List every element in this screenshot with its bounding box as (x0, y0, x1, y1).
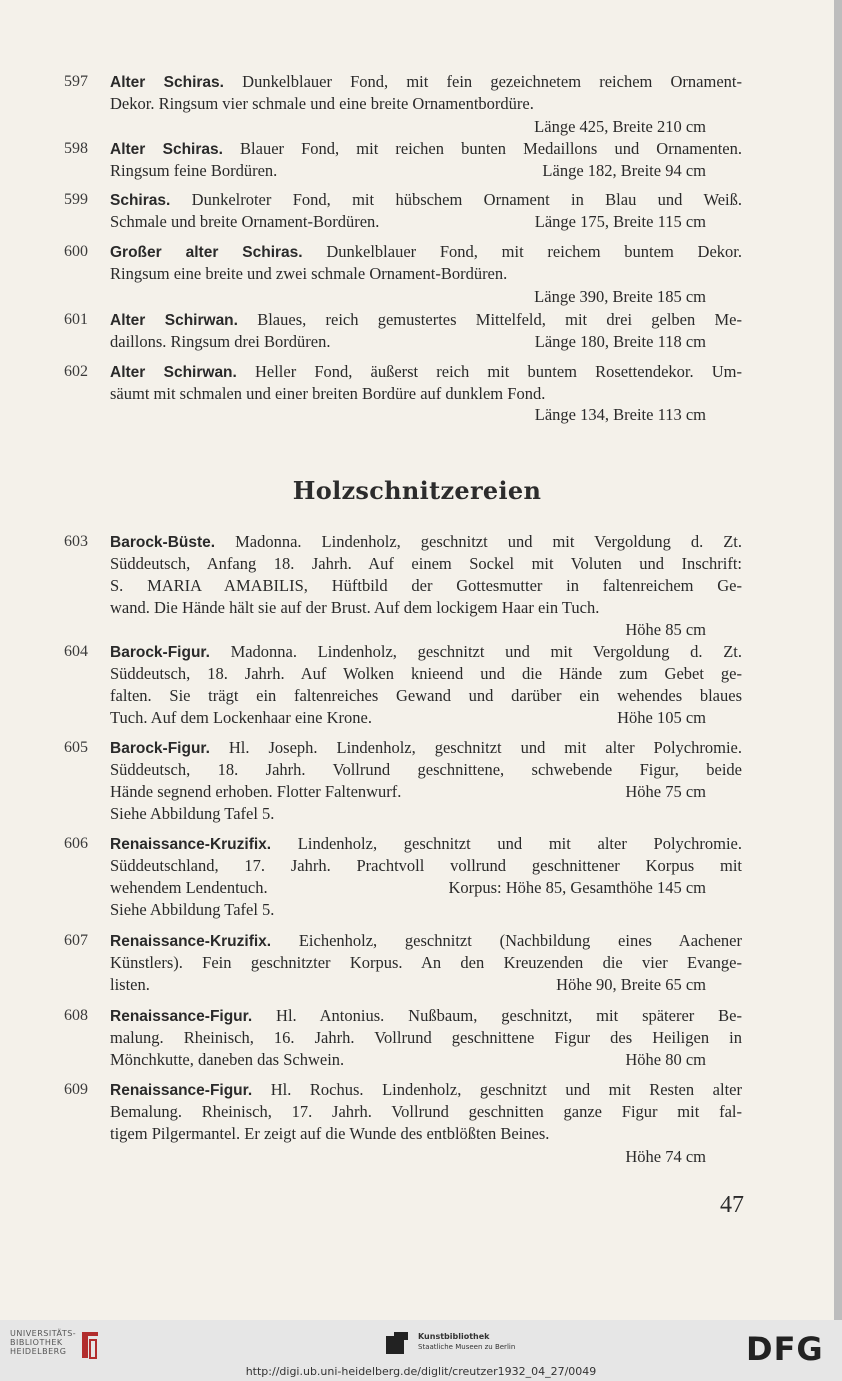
entry-line: listen. (110, 975, 150, 994)
entry-measure: Länge 425, Breite 210 cm (534, 117, 706, 136)
entry-title: Schiras. (110, 192, 171, 209)
entry-measure: Höhe 75 cm (625, 782, 706, 801)
entry-measure: Korpus: Höhe 85, Gesamthöhe 145 cm (448, 878, 706, 897)
entry-line: tigem Pilgermantel. Er zeigt auf die Wunde des entblößten Beines. (110, 1124, 550, 1143)
entry-line: Alter Schirwan. Blaues, reich gemustertes Mittelfeld, mit drei gelben Me- (110, 310, 742, 329)
entry-line: Renaissance-Figur. Hl. Rochus. Lindenholz, geschnitzt und mit Resten alter (110, 1080, 742, 1099)
entry-number: 609 (64, 1081, 88, 1098)
dfg-logo[interactable]: DFG (746, 1330, 824, 1368)
entry-measure: Länge 182, Breite 94 cm (542, 161, 706, 180)
entry-line: daillons. Ringsum drei Bordüren. (110, 332, 331, 351)
entry-title: Barock-Figur. (110, 644, 210, 661)
entry-title: Alter Schiras. (110, 74, 224, 91)
entry-line: Schmale und breite Ornament-Bordüren. (110, 212, 380, 231)
entry-title: Großer alter Schiras. (110, 244, 303, 261)
entry-number: 601 (64, 311, 88, 328)
entry-line: Süddeutsch, 18. Jahrh. Vollrund geschnittene, schwebende Figur, beide (110, 760, 742, 779)
source-url-link[interactable]: http://digi.ub.uni-heidelberg.de/diglit/creutzer1932_04_27/0049 (245, 1365, 597, 1378)
entry-title: Renaissance-Kruzifix. (110, 933, 272, 950)
university-library-logo-text[interactable]: UNIVERSITÄTS- BIBLIOTHEK HEIDELBERG (10, 1329, 77, 1356)
entry-line: Renaissance-Kruzifix. Eichenholz, geschnitzt (Nachbildung eines Aachener (110, 931, 742, 950)
entry-title: Alter Schirwan. (110, 364, 237, 381)
entry-number: 602 (64, 363, 88, 380)
entry-line: Barock-Büste. Madonna. Lindenholz, geschnitzt und mit Vergoldung d. Zt. (110, 532, 742, 551)
page-number: 47 (720, 1192, 744, 1218)
entry-title: Barock-Figur. (110, 740, 210, 757)
entry-line: Dekor. Ringsum vier schmale und eine breite Ornamentbordüre. (110, 94, 534, 113)
entry-measure: Länge 175, Breite 115 cm (534, 212, 706, 231)
entry-number: 606 (64, 835, 88, 852)
entry-title: Alter Schiras. (110, 141, 223, 158)
kunstbibliothek-label[interactable]: Kunstbibliothek Staatliche Museen zu Berlin (418, 1332, 516, 1351)
entry-line: falten. Sie trägt ein faltenreiches Gewand und darüber ein wehendes blaues (110, 686, 742, 705)
entry-note: Siehe Abbildung Tafel 5. (110, 804, 275, 823)
entry-title: Alter Schirwan. (110, 312, 238, 329)
entry-line: Tuch. Auf dem Lockenhaar eine Krone. (110, 708, 372, 727)
entry-line: Schiras. Dunkelroter Fond, mit hübschem Ornament in Blau und Weiß. (110, 190, 742, 209)
entry-line: Alter Schirwan. Heller Fond, äußerst reich mit buntem Rosettendekor. Um- (110, 362, 742, 381)
entry-line: Renaissance-Kruzifix. Lindenholz, geschnitzt und mit alter Polychromie. (110, 834, 742, 853)
entry-title: Renaissance-Kruzifix. (110, 836, 272, 853)
university-logo-icon[interactable] (78, 1328, 102, 1362)
entry-line: Barock-Figur. Hl. Joseph. Lindenholz, geschnitzt und mit alter Polychromie. (110, 738, 742, 757)
entry-number: 607 (64, 932, 88, 949)
entry-measure: Höhe 90, Breite 65 cm (556, 975, 706, 994)
entry-number: 608 (64, 1007, 88, 1024)
footer-bar (0, 1320, 842, 1381)
entry-number: 598 (64, 140, 88, 157)
entry-note: Siehe Abbildung Tafel 5. (110, 900, 275, 919)
entry-line: wand. Die Hände hält sie auf der Brust. Auf dem lockigem Haar ein Tuch. (110, 598, 600, 617)
entry-line: Bemalung. Rheinisch, 17. Jahrh. Vollrund geschnitten ganze Figur mit fal- (110, 1102, 742, 1121)
entry-number: 603 (64, 533, 88, 550)
entry-line: Alter Schiras. Dunkelblauer Fond, mit fein gezeichnetem reichem Ornament- (110, 72, 742, 91)
entry-line: Renaissance-Figur. Hl. Antonius. Nußbaum, geschnitzt, mit späterer Be- (110, 1006, 742, 1025)
entry-measure: Höhe 105 cm (617, 708, 706, 727)
page-edge (834, 0, 842, 1320)
entry-measure: Länge 180, Breite 118 cm (534, 332, 706, 351)
entry-measure: Höhe 85 cm (625, 620, 706, 639)
kunstbibliothek-logo-icon[interactable] (384, 1330, 410, 1358)
entry-number: 599 (64, 191, 88, 208)
entry-line: Alter Schiras. Blauer Fond, mit reichen bunten Medaillons und Ornamenten. (110, 139, 742, 158)
entry-line: wehendem Lendentuch. (110, 878, 268, 897)
entry-line: Ringsum eine breite und zwei schmale Ornament-Bordüren. (110, 264, 508, 283)
entry-number: 597 (64, 73, 88, 90)
entry-line: Mönchkutte, daneben das Schwein. (110, 1050, 345, 1069)
entry-measure: Länge 390, Breite 185 cm (534, 287, 706, 306)
entry-number: 604 (64, 643, 88, 660)
entry-line: Süddeutsch, Anfang 18. Jahrh. Auf einem Sockel mit Voluten und Inschrift: (110, 554, 742, 573)
entry-line: Ringsum feine Bordüren. (110, 161, 278, 180)
entry-number: 600 (64, 243, 88, 260)
entry-line: Hände segnend erhoben. Flotter Faltenwurf. (110, 782, 402, 801)
entry-title: Renaissance-Figur. (110, 1082, 253, 1099)
entry-line: Barock-Figur. Madonna. Lindenholz, geschnitzt und mit Vergoldung d. Zt. (110, 642, 742, 661)
entry-title: Renaissance-Figur. (110, 1008, 253, 1025)
entry-measure: Länge 134, Breite 113 cm (534, 405, 706, 424)
entry-number: 605 (64, 739, 88, 756)
entry-line: S. MARIA AMABILIS, Hüftbild der Gottesmutter in faltenreichem Ge- (110, 576, 742, 595)
entry-line: Künstlers). Fein geschnitzter Korpus. An den Kreuzenden die vier Evange- (110, 953, 742, 972)
entry-measure: Höhe 74 cm (625, 1147, 706, 1166)
entry-line: Großer alter Schiras. Dunkelblauer Fond, mit reichem buntem Dekor. (110, 242, 742, 261)
entry-measure: Höhe 80 cm (625, 1050, 706, 1069)
entry-title: Barock-Büste. (110, 534, 216, 551)
entry-line: Süddeutschland, 17. Jahrh. Prachtvoll vollrund geschnittener Korpus mit (110, 856, 742, 875)
section-title: Holzschnitzereien (292, 476, 542, 505)
entry-line: Süddeutsch, 18. Jahrh. Auf Wolken knieend und die Hände zum Gebet ge- (110, 664, 742, 683)
entry-line: malung. Rheinisch, 16. Jahrh. Vollrund geschnittene Figur des Heiligen in (110, 1028, 742, 1047)
entry-line: säumt mit schmalen und einer breiten Bordüre auf dunklem Fond. (110, 384, 546, 403)
